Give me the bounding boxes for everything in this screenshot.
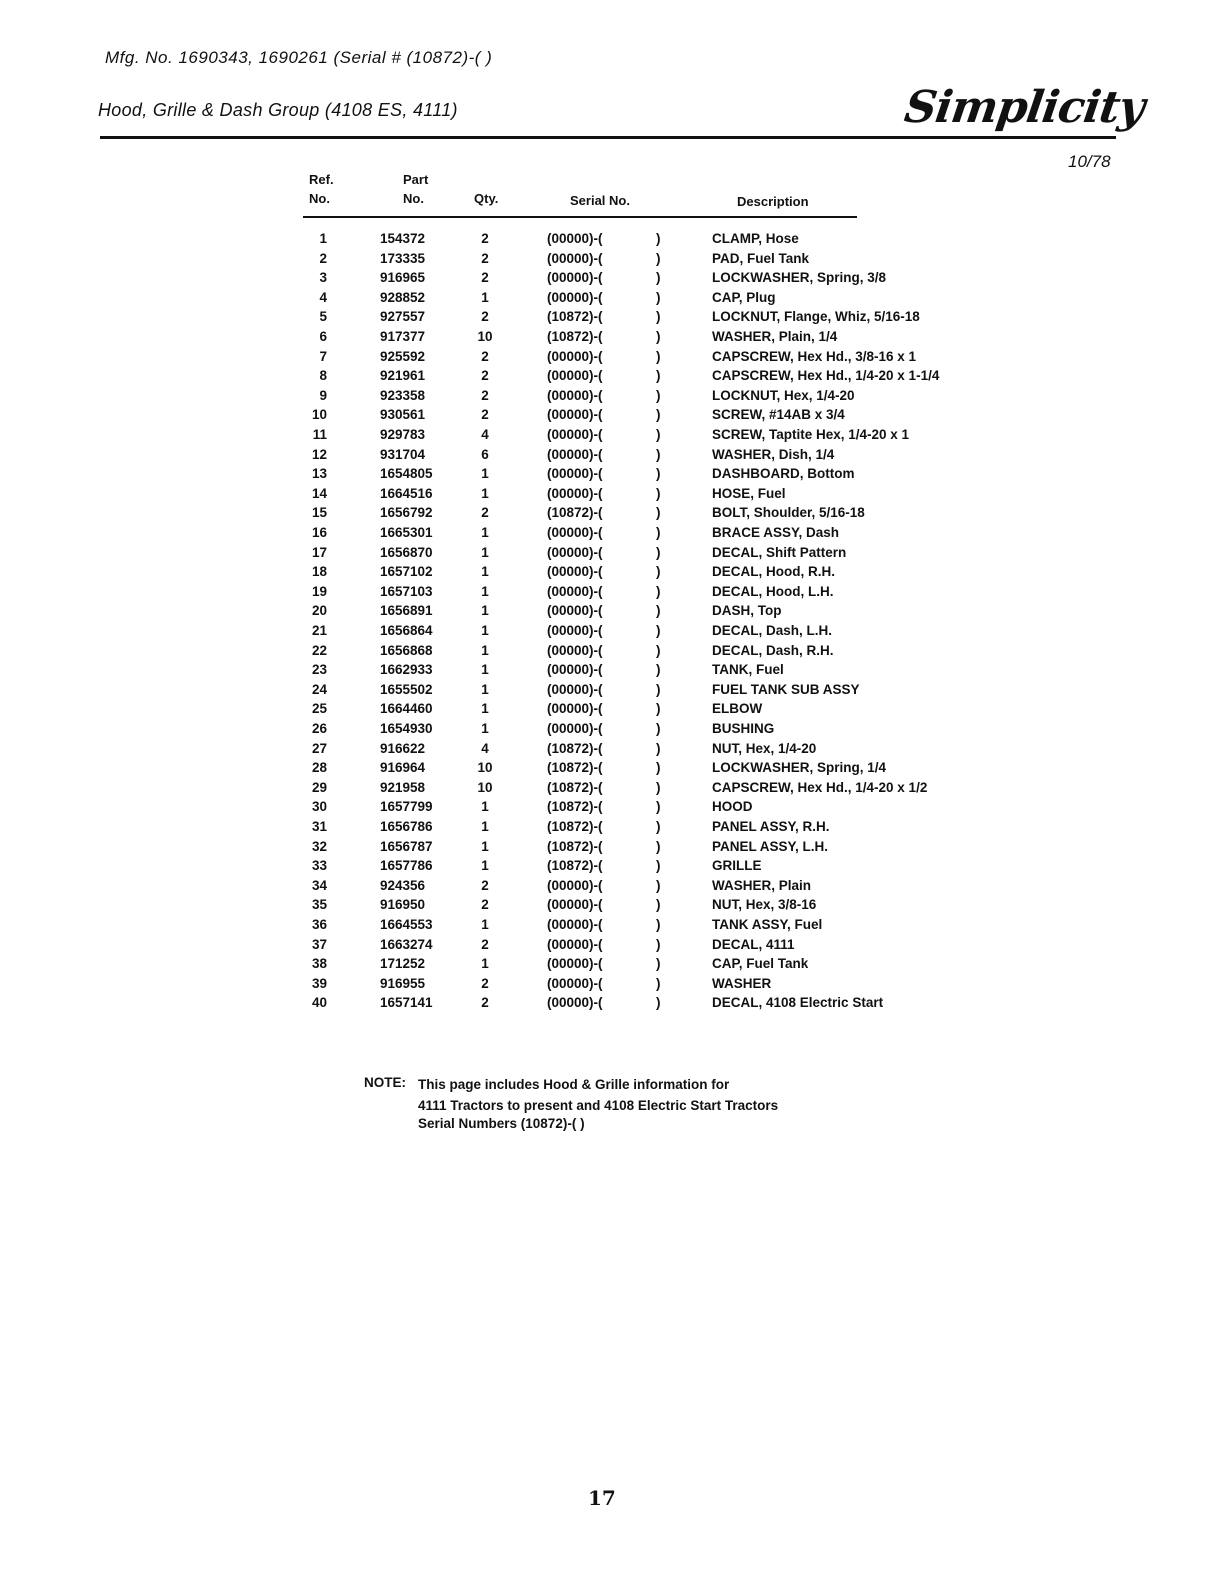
serial-number: (00000)-(	[547, 583, 603, 599]
serial-number: (00000)-(	[547, 525, 603, 540]
header-rule	[100, 136, 1116, 139]
quantity: 1	[481, 466, 489, 482]
serial-close: )	[656, 250, 661, 266]
quantity: 1	[481, 544, 489, 560]
serial-number: (00000)-(	[547, 662, 603, 678]
table-row	[0, 445, 1224, 465]
part-number: 1657102	[380, 564, 433, 580]
table-row	[0, 797, 1224, 817]
quantity: 2	[481, 231, 489, 246]
serial-number: (10872)-(	[547, 505, 603, 521]
ref-number: 31	[311, 819, 327, 834]
table-row	[0, 307, 1224, 327]
serial-number: (00000)-(	[547, 270, 603, 286]
serial-close: )	[656, 740, 661, 756]
serial-close: )	[656, 956, 661, 972]
ref-number: 2	[319, 250, 327, 266]
quantity: 2	[481, 348, 489, 364]
part-number: 1656787	[380, 838, 433, 854]
serial-number: (10872)-(	[547, 819, 603, 834]
serial-close: )	[656, 583, 661, 599]
ref-number: 20	[311, 603, 327, 619]
serial-number: (00000)-(	[547, 446, 603, 462]
serial-number: (00000)-(	[547, 721, 603, 736]
column-header-part-text: Part No.	[403, 172, 429, 206]
ref-number: 14	[311, 485, 327, 501]
table-row	[0, 974, 1224, 994]
ref-number: 8	[319, 368, 327, 384]
serial-close: )	[656, 348, 661, 364]
part-number: 1656870	[380, 544, 433, 560]
description: GRILLE	[712, 858, 762, 874]
serial-number: (10872)-(	[547, 858, 603, 874]
part-number: 916965	[380, 270, 426, 286]
serial-number: (00000)-(	[547, 289, 603, 305]
ref-number: 4	[319, 289, 327, 305]
table-row	[0, 347, 1224, 367]
ref-number: 22	[311, 642, 327, 658]
serial-close: )	[656, 525, 661, 540]
part-number: 1664516	[380, 485, 433, 501]
quantity: 1	[481, 819, 489, 834]
serial-number: (00000)-(	[547, 681, 603, 697]
quantity: 2	[481, 407, 489, 423]
table-row	[0, 758, 1224, 778]
quantity: 1	[481, 799, 489, 815]
part-number: 1656868	[380, 642, 433, 658]
description: TANK ASSY, Fuel	[712, 917, 823, 932]
table-row	[0, 484, 1224, 504]
table-row	[0, 680, 1224, 700]
description: WASHER	[712, 975, 772, 991]
quantity: 4	[481, 740, 489, 756]
table-row	[0, 249, 1224, 269]
header-underline	[303, 216, 857, 218]
description: BUSHING	[712, 721, 775, 736]
table-row	[0, 523, 1224, 543]
part-number: 1662933	[380, 662, 433, 678]
quantity: 1	[481, 956, 489, 972]
quantity: 1	[481, 681, 489, 697]
serial-number: (10872)-(	[547, 760, 603, 776]
quantity: 10	[477, 760, 493, 776]
quantity: 2	[481, 505, 489, 521]
table-row	[0, 405, 1224, 425]
column-header-ref-text: Ref. No.	[309, 172, 334, 206]
part-number: 921961	[380, 368, 426, 384]
ref-number: 39	[311, 975, 327, 991]
description: DASH, Top	[712, 603, 782, 619]
serial-number: (10872)-(	[547, 799, 603, 815]
ref-number: 12	[311, 446, 327, 462]
serial-close: )	[656, 681, 661, 697]
quantity: 4	[481, 427, 489, 442]
part-number: 931704	[380, 446, 426, 462]
note-line-2: 4111 Tractors to present and 4108 Electric Start Tractors	[418, 1098, 779, 1113]
table-row	[0, 621, 1224, 641]
serial-number: (00000)-(	[547, 995, 603, 1011]
table-row	[0, 641, 1224, 661]
description: CLAMP, Hose	[712, 231, 799, 246]
serial-number: (00000)-(	[547, 877, 603, 893]
description: HOSE, Fuel	[712, 485, 786, 501]
quantity: 2	[481, 975, 489, 991]
part-number: 921958	[380, 779, 426, 795]
table-row	[0, 562, 1224, 582]
quantity: 1	[481, 564, 489, 580]
serial-number: (00000)-(	[547, 897, 603, 913]
table-row	[0, 543, 1224, 563]
description: CAPSCREW, Hex Hd., 1/4-20 x 1-1/4	[712, 368, 940, 384]
serial-number: (10872)-(	[547, 309, 603, 325]
page-number: 17	[588, 1486, 616, 1510]
table-row	[0, 719, 1224, 739]
ref-number: 3	[319, 270, 327, 286]
quantity: 1	[481, 525, 489, 540]
ref-number: 19	[311, 583, 327, 599]
serial-number: (00000)-(	[547, 603, 603, 619]
part-number: 1664460	[380, 701, 433, 717]
serial-close: )	[656, 329, 661, 344]
description: DASHBOARD, Bottom	[712, 466, 855, 482]
serial-close: )	[656, 858, 661, 874]
table-row	[0, 856, 1224, 876]
part-number: 925592	[380, 348, 426, 364]
description: DECAL, Shift Pattern	[712, 544, 847, 560]
ref-number: 28	[311, 760, 327, 776]
serial-number: (00000)-(	[547, 485, 603, 501]
description: LOCKNUT, Flange, Whiz, 5/16-18	[712, 309, 920, 325]
description: DECAL, Hood, R.H.	[712, 564, 835, 580]
table-row	[0, 915, 1224, 935]
serial-number: (10872)-(	[547, 779, 603, 795]
serial-close: )	[656, 231, 661, 246]
note-line-3: Serial Numbers (10872)-( )	[418, 1116, 585, 1131]
part-number: 917377	[380, 329, 426, 344]
description: HOOD	[712, 799, 753, 815]
table-row	[0, 503, 1224, 523]
serial-close: )	[656, 564, 661, 580]
table-row	[0, 660, 1224, 680]
serial-close: )	[656, 485, 661, 501]
quantity: 1	[481, 838, 489, 854]
ref-number: 38	[311, 956, 327, 972]
serial-close: )	[656, 270, 661, 286]
part-number: 930561	[380, 407, 426, 423]
description: WASHER, Plain	[712, 877, 812, 893]
ref-number: 11	[312, 427, 327, 442]
serial-number: (00000)-(	[547, 466, 603, 482]
quantity: 1	[481, 485, 489, 501]
serial-close: )	[656, 466, 661, 482]
part-number: 1656891	[380, 603, 433, 619]
serial-close: )	[656, 309, 661, 325]
ref-number: 18	[311, 564, 327, 580]
serial-close: )	[656, 623, 661, 638]
serial-close: )	[656, 995, 661, 1011]
quantity: 1	[481, 623, 489, 638]
table-row	[0, 268, 1224, 288]
column-header-qty: Qty.	[474, 191, 499, 206]
serial-number: (00000)-(	[547, 407, 603, 423]
ref-number: 13	[311, 466, 327, 482]
table-row	[0, 229, 1224, 249]
table-row	[0, 954, 1224, 974]
serial-close: )	[656, 779, 661, 795]
quantity: 1	[481, 583, 489, 599]
description: FUEL TANK SUB ASSY	[712, 681, 860, 697]
ref-number: 26	[311, 721, 327, 736]
serial-close: )	[656, 446, 661, 462]
serial-close: )	[656, 289, 661, 305]
part-number: 1657786	[380, 858, 433, 874]
part-number: 1654805	[380, 466, 433, 482]
description: DECAL, 4108 Electric Start	[712, 995, 884, 1011]
serial-close: )	[656, 975, 661, 991]
part-number: 929783	[380, 427, 426, 442]
quantity: 2	[481, 995, 489, 1011]
quantity: 1	[481, 721, 489, 736]
column-header-description: Description	[737, 194, 809, 209]
serial-number: (00000)-(	[547, 387, 603, 403]
description: WASHER, Plain, 1/4	[712, 329, 838, 344]
serial-number: (10872)-(	[547, 838, 603, 854]
description: DECAL, 4111	[712, 936, 795, 952]
description: DECAL, Dash, R.H.	[712, 642, 834, 658]
part-number: 924356	[380, 877, 426, 893]
quantity: 10	[477, 329, 493, 344]
table-row	[0, 837, 1224, 857]
description: CAP, Fuel Tank	[712, 956, 809, 972]
ref-number: 40	[311, 995, 327, 1011]
quantity: 2	[481, 936, 489, 952]
description: ELBOW	[712, 701, 763, 717]
ref-number: 16	[311, 525, 327, 540]
ref-number: 35	[311, 897, 327, 913]
quantity: 2	[481, 387, 489, 403]
ref-number: 7	[319, 348, 327, 364]
quantity: 2	[481, 270, 489, 286]
table-row	[0, 935, 1224, 955]
serial-close: )	[656, 721, 661, 736]
part-number: 916955	[380, 975, 426, 991]
part-number: 923358	[380, 387, 426, 403]
ref-number: 33	[311, 858, 327, 874]
ref-number: 30	[311, 799, 327, 815]
serial-number: (00000)-(	[547, 250, 603, 266]
quantity: 2	[481, 877, 489, 893]
serial-close: )	[656, 544, 661, 560]
description: PANEL ASSY, L.H.	[712, 838, 829, 854]
serial-number: (00000)-(	[547, 936, 603, 952]
table-row	[0, 464, 1224, 484]
table-row	[0, 288, 1224, 308]
description: DECAL, Hood, L.H.	[712, 583, 834, 599]
part-number: 928852	[380, 289, 426, 305]
description: CAPSCREW, Hex Hd., 1/4-20 x 1/2	[712, 779, 928, 795]
ref-number: 29	[311, 779, 327, 795]
part-number: 154372	[380, 231, 426, 246]
description: LOCKWASHER, Spring, 3/8	[712, 270, 887, 286]
table-row	[0, 817, 1224, 837]
ref-number: 25	[311, 701, 327, 717]
serial-number: (00000)-(	[547, 975, 603, 991]
ref-number: 36	[311, 917, 327, 932]
serial-close: )	[656, 603, 661, 619]
serial-number: (00000)-(	[547, 544, 603, 560]
description: CAPSCREW, Hex Hd., 3/8-16 x 1	[712, 348, 917, 364]
part-number: 1654930	[380, 721, 433, 736]
part-number: 927557	[380, 309, 426, 325]
column-header-part	[403, 170, 443, 208]
simplicity-logo: Simplicity	[901, 82, 1148, 133]
ref-number: 9	[319, 387, 327, 403]
serial-close: )	[656, 387, 661, 403]
part-number: 1657103	[380, 583, 433, 599]
part-number: 1656786	[380, 819, 433, 834]
serial-close: )	[656, 407, 661, 423]
serial-close: )	[656, 505, 661, 521]
serial-close: )	[656, 819, 661, 834]
revision-date: 10/78	[1068, 152, 1111, 171]
serial-close: )	[656, 897, 661, 913]
serial-number: (00000)-(	[547, 701, 603, 717]
part-number: 171252	[380, 956, 426, 972]
serial-number: (00000)-(	[547, 642, 603, 658]
ref-number: 1	[319, 231, 327, 246]
serial-close: )	[656, 760, 661, 776]
part-number: 173335	[380, 250, 426, 266]
ref-number: 32	[311, 838, 327, 854]
ref-number: 10	[311, 407, 327, 423]
quantity: 1	[481, 289, 489, 305]
serial-close: )	[656, 662, 661, 678]
description: BOLT, Shoulder, 5/16-18	[712, 505, 865, 521]
table-row	[0, 582, 1224, 602]
quantity: 2	[481, 897, 489, 913]
ref-number: 24	[311, 681, 327, 697]
note-line-1: This page includes Hood & Grille information for	[418, 1077, 730, 1092]
serial-close: )	[656, 642, 661, 658]
quantity: 2	[481, 368, 489, 384]
table-row	[0, 425, 1224, 445]
quantity: 1	[481, 642, 489, 658]
ref-number: 6	[319, 329, 327, 344]
part-number: 1663274	[380, 936, 433, 952]
quantity: 2	[481, 250, 489, 266]
mfg-number-line: Mfg. No. 1690343, 1690261 (Serial # (10872)-( )	[105, 48, 493, 67]
quantity: 1	[481, 701, 489, 717]
serial-number: (00000)-(	[547, 564, 603, 580]
note-label: NOTE:	[364, 1075, 406, 1090]
serial-close: )	[656, 917, 661, 932]
ref-number: 23	[311, 662, 327, 678]
part-number: 916950	[380, 897, 426, 913]
description: PAD, Fuel Tank	[712, 250, 810, 266]
serial-close: )	[656, 838, 661, 854]
quantity: 1	[481, 662, 489, 678]
quantity: 2	[481, 309, 489, 325]
serial-number: (00000)-(	[547, 917, 603, 932]
serial-close: )	[656, 799, 661, 815]
ref-number: 15	[311, 505, 327, 521]
description: LOCKWASHER, Spring, 1/4	[712, 760, 887, 776]
ref-number: 34	[311, 877, 327, 893]
serial-close: )	[656, 427, 661, 442]
ref-number: 21	[311, 623, 327, 638]
quantity: 1	[481, 917, 489, 932]
part-number: 1656864	[380, 623, 433, 638]
description: PANEL ASSY, R.H.	[712, 819, 830, 834]
description: WASHER, Dish, 1/4	[712, 446, 835, 462]
serial-number: (00000)-(	[547, 956, 603, 972]
quantity: 1	[481, 603, 489, 619]
table-row	[0, 327, 1224, 347]
part-number: 1657799	[380, 799, 433, 815]
description: CAP, Plug	[712, 289, 776, 305]
ref-number: 17	[311, 544, 327, 560]
description: NUT, Hex, 1/4-20	[712, 740, 817, 756]
serial-number: (00000)-(	[547, 348, 603, 364]
table-row	[0, 699, 1224, 719]
quantity: 10	[477, 779, 493, 795]
part-number: 1657141	[380, 995, 433, 1011]
table-row	[0, 778, 1224, 798]
serial-close: )	[656, 701, 661, 717]
serial-number: (00000)-(	[547, 231, 603, 246]
group-title: Hood, Grille & Dash Group (4108 ES, 4111)	[98, 100, 458, 120]
table-row	[0, 739, 1224, 759]
table-row	[0, 993, 1224, 1013]
description: TANK, Fuel	[712, 662, 784, 678]
ref-number: 37	[311, 936, 327, 952]
column-header-ref	[309, 170, 349, 208]
ref-number: 27	[311, 740, 327, 756]
ref-number: 5	[319, 309, 327, 325]
table-row	[0, 366, 1224, 386]
serial-number: (10872)-(	[547, 329, 603, 344]
description: SCREW, Taptite Hex, 1/4-20 x 1	[712, 427, 910, 442]
description: LOCKNUT, Hex, 1/4-20	[712, 387, 855, 403]
description: DECAL, Dash, L.H.	[712, 623, 833, 638]
description: BRACE ASSY, Dash	[712, 525, 840, 540]
column-header-serial: Serial No.	[570, 193, 630, 208]
serial-number: (00000)-(	[547, 623, 603, 638]
part-number: 1656792	[380, 505, 433, 521]
part-number: 1655502	[380, 681, 433, 697]
table-row	[0, 876, 1224, 896]
serial-number: (00000)-(	[547, 427, 603, 442]
serial-number: (00000)-(	[547, 368, 603, 384]
table-row	[0, 601, 1224, 621]
quantity: 1	[481, 858, 489, 874]
table-row	[0, 895, 1224, 915]
description: NUT, Hex, 3/8-16	[712, 897, 817, 913]
table-row	[0, 386, 1224, 406]
serial-close: )	[656, 368, 661, 384]
serial-number: (10872)-(	[547, 740, 603, 756]
serial-close: )	[656, 936, 661, 952]
part-number: 1664553	[380, 917, 433, 932]
part-number: 916964	[380, 760, 426, 776]
serial-close: )	[656, 877, 661, 893]
description: SCREW, #14AB x 3/4	[712, 407, 845, 423]
part-number: 916622	[380, 740, 426, 756]
part-number: 1665301	[380, 525, 433, 540]
quantity: 6	[481, 446, 489, 462]
